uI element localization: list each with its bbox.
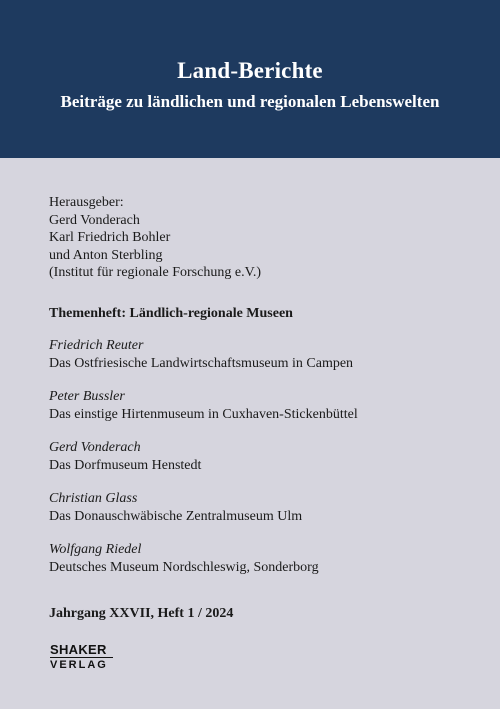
article-item <box>49 490 479 525</box>
series-title: Land-Berichte <box>177 58 323 83</box>
article-title: Deutsches Museum Nordschleswig, Sonderborg <box>49 559 319 575</box>
article-author: Gerd Vonderach <box>49 440 141 455</box>
article-author: Friedrich Reuter <box>49 338 144 353</box>
issue-info: Jahrgang XXVII, Heft 1 / 2024 <box>49 606 234 621</box>
publisher-logo <box>50 643 113 671</box>
article-title: Das einstige Hirtenmuseum in Cuxhaven-Stickenbüttel <box>49 406 358 422</box>
publisher-logo-top: SHAKER <box>50 643 113 658</box>
article-item <box>49 388 479 423</box>
article-title: Das Ostfriesische Landwirtschaftsmuseum in Campen <box>49 355 354 371</box>
article-author: Peter Bussler <box>49 389 125 404</box>
article-list <box>49 337 479 576</box>
editors-block <box>49 194 479 282</box>
editor-line: Karl Friedrich Bohler <box>49 230 171 245</box>
cover-content <box>49 194 479 592</box>
article-author: Christian Glass <box>49 491 138 506</box>
series-subtitle: Beiträge zu ländlichen und regionalen Lebenswelten <box>60 92 440 111</box>
article-author: Wolfgang Riedel <box>49 542 142 557</box>
publisher-logo-bottom: VERLAG <box>50 659 108 671</box>
article-item <box>49 337 479 372</box>
editor-line: Gerd Vonderach <box>49 212 140 228</box>
article-item <box>49 541 479 576</box>
theme-heading: Themenheft: Ländlich-regionale Museen <box>49 305 293 321</box>
editor-line: (Institut für regionale Forschung e.V.) <box>49 265 262 280</box>
article-item <box>49 439 479 474</box>
editor-line: und Anton Sterbling <box>49 247 163 263</box>
article-title: Das Dorfmuseum Henstedt <box>49 457 202 473</box>
editors-label: Herausgeber: <box>49 195 124 210</box>
cover-header <box>0 0 500 158</box>
article-title: Das Donauschwäbische Zentralmuseum Ulm <box>49 508 303 524</box>
